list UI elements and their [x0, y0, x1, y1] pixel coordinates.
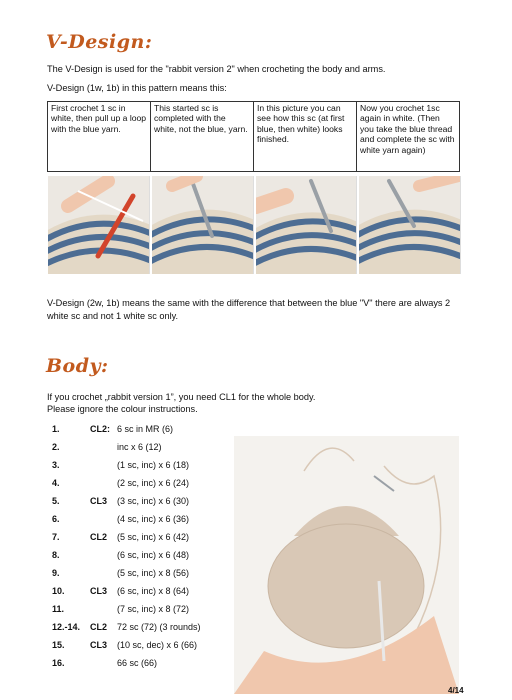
row-instruction: (5 sc, inc) x 8 (56) [117, 568, 190, 578]
vdesign-photos [48, 176, 461, 274]
body-intro-1: If you crochet „rabbit version 1”, you need CL1 for the whole body. [47, 392, 316, 402]
step-photo-2 [152, 176, 254, 274]
row-colour: CL2 [90, 622, 108, 632]
row-instruction: (2 sc, inc) x 6 (24) [117, 478, 190, 488]
row-instruction: (6 sc, inc) x 6 (48) [117, 550, 190, 560]
row-instruction: (7 sc, inc) x 8 (72) [117, 604, 190, 614]
row-number: 16. [52, 658, 65, 668]
step-1: First crochet 1 sc in white, then pull up a loop with the blue yarn. [48, 102, 151, 172]
vdesign-heading: V-Design: [46, 31, 153, 53]
step-3: In this picture you can see how this sc (at first blue, then white) looks finished. [254, 102, 357, 172]
row-number: 8. [52, 550, 60, 560]
vdesign-steps-table [47, 101, 460, 172]
step-photo-3 [256, 176, 358, 274]
step-2: This started sc is completed with the white, not the blue, yarn. [151, 102, 254, 172]
row-number: 1. [52, 424, 60, 434]
row-instruction: inc x 6 (12) [117, 442, 162, 452]
row-instruction: 66 sc (66) [117, 658, 158, 668]
row-instruction: (10 sc, dec) x 6 (66) [117, 640, 198, 650]
row-instruction: (1 sc, inc) x 6 (18) [117, 460, 190, 470]
row-instruction: 6 sc in MR (6) [117, 424, 174, 434]
row-number: 7. [52, 532, 60, 542]
row-colour: CL3 [90, 586, 108, 596]
step-4: Now you crochet 1sc again in white. (Then you take the blue thread and complete the sc with white yarn again) [357, 102, 460, 172]
row-instruction: (4 sc, inc) x 6 (36) [117, 514, 190, 524]
step-photo-1 [48, 176, 150, 274]
row-number: 11. [52, 604, 65, 614]
vdesign-intro: The V-Design is used for the "rabbit version 2" when crocheting the body and arms. [47, 64, 386, 74]
row-number: 15. [52, 640, 65, 650]
body-intro-2: Please ignore the colour instructions. [47, 404, 198, 414]
step-photo-4 [359, 176, 461, 274]
row-colour: CL3 [90, 640, 108, 650]
page-number: 4/14 [448, 686, 464, 695]
row-colour: CL3 [90, 496, 108, 506]
body-heading: Body: [46, 355, 109, 377]
row-instruction: 72 sc (72) (3 rounds) [117, 622, 201, 632]
row-colour: CL2 [90, 532, 108, 542]
row-number: 12.-14. [52, 622, 81, 632]
row-number: 3. [52, 460, 60, 470]
row-number: 9. [52, 568, 60, 578]
vdesign-means: V-Design (1w, 1b) in this pattern means this: [47, 83, 227, 93]
row-instruction: (5 sc, inc) x 6 (42) [117, 532, 190, 542]
row-instruction: (6 sc, inc) x 8 (64) [117, 586, 190, 596]
row-instruction: (3 sc, inc) x 6 (30) [117, 496, 190, 506]
row-number: 6. [52, 514, 60, 524]
row-number: 2. [52, 442, 60, 452]
row-number: 5. [52, 496, 60, 506]
row-number: 4. [52, 478, 60, 488]
vdesign-note: V-Design (2w, 1b) means the same with the difference that between the blue "V" there are always 2 white sc and not 1 white sc only. [47, 298, 451, 321]
crochet-body-photo [234, 436, 459, 694]
row-colour: CL2: [90, 424, 110, 434]
row-number: 10. [52, 586, 65, 596]
